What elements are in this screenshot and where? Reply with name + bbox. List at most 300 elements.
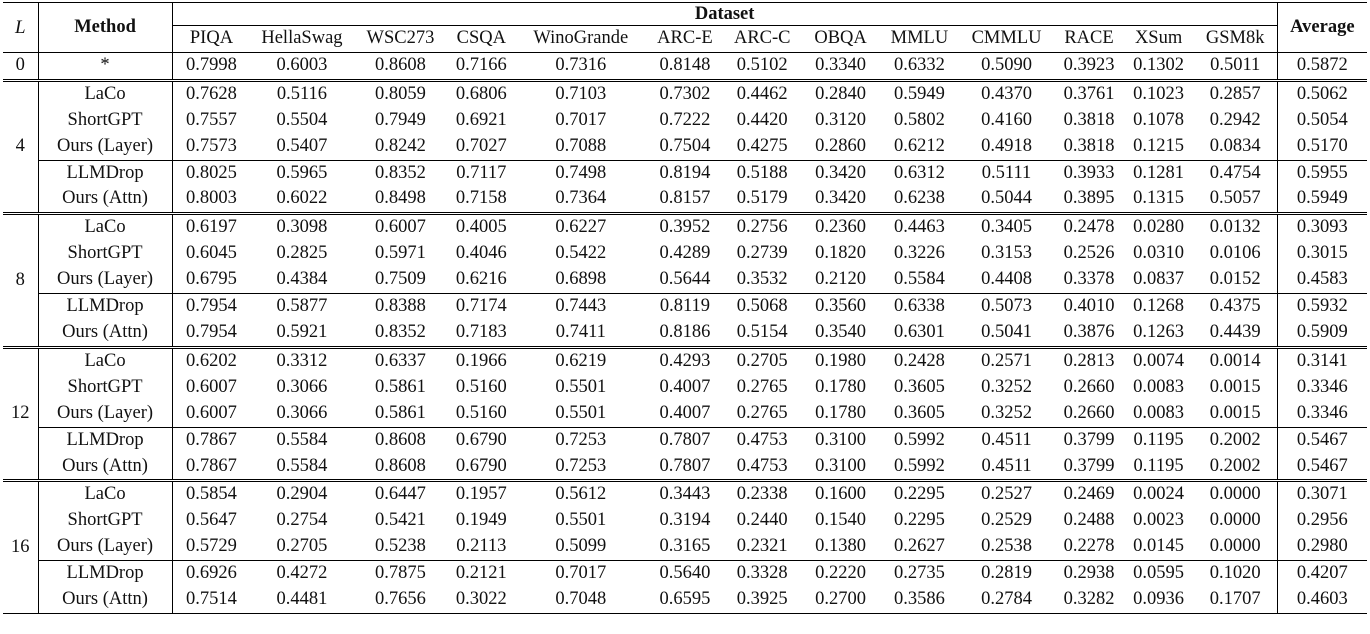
score-cell: 0.4375: [1194, 294, 1278, 320]
score-cell: 0.7027: [455, 135, 507, 156]
score-cell: 0.5921: [276, 321, 328, 342]
score-cell: 0.3605: [894, 402, 945, 423]
dataset-header: OBQA: [801, 26, 880, 53]
score-cell: 0.7954: [172, 294, 250, 320]
method-cell: Ours (Attn): [38, 320, 172, 347]
score-cell: 0.0132: [1194, 214, 1278, 241]
score-cell: 0.0152: [1194, 267, 1278, 293]
score-cell: 0.8242: [374, 135, 426, 156]
score-cell: 0.7364: [555, 188, 607, 209]
score-cell: 0.2754: [276, 510, 328, 531]
score-cell: 0.7253: [515, 427, 646, 453]
score-cell: 0.7158: [455, 188, 507, 209]
score-cell: 0.6338: [880, 294, 958, 320]
score-cell: 0.7017: [555, 109, 607, 130]
score-cell: 0.4463: [880, 214, 958, 241]
score-cell: 0.3925: [724, 587, 801, 613]
score-cell: 0.2338: [724, 481, 801, 508]
method-cell: LaCo: [38, 481, 172, 508]
dataset-header: MMLU: [880, 26, 958, 53]
score-cell: 0.3443: [646, 481, 723, 508]
score-cell: 0.6312: [880, 160, 958, 186]
score-cell: 0.5057: [1194, 186, 1278, 213]
method-cell: Ours (Layer): [38, 134, 172, 160]
score-cell: 0.2360: [801, 214, 880, 241]
score-cell: 0.3194: [659, 510, 711, 531]
score-cell: 0.0015: [1194, 401, 1278, 427]
score-cell: 0.6197: [172, 214, 250, 241]
score-cell: 0.3799: [1063, 455, 1115, 476]
score-cell: 0.5501: [555, 402, 607, 423]
score-cell: 0.6332: [880, 52, 958, 80]
score-cell: 0.3923: [1054, 52, 1123, 80]
score-cell: 0.2469: [1054, 481, 1123, 508]
score-cell: 0.0834: [1194, 134, 1278, 160]
score-cell: 0.6022: [276, 188, 328, 209]
score-cell: 0.2765: [736, 402, 788, 423]
score-cell: 0.4408: [981, 269, 1032, 290]
score-cell: 0.1302: [1124, 52, 1194, 80]
score-cell: 0.6045: [186, 243, 237, 264]
method-cell: Ours (Layer): [38, 534, 172, 560]
score-cell: 0.3120: [815, 109, 867, 130]
score-cell: 0.3153: [981, 243, 1032, 264]
table-row: [3, 481, 1367, 508]
score-cell: 0.3066: [276, 376, 328, 397]
score-cell: 0.2295: [880, 481, 958, 508]
score-cell: 0.3876: [1063, 321, 1115, 342]
score-cell: 0.2002: [1194, 454, 1278, 481]
average-cell: 0.4583: [1296, 269, 1348, 290]
score-cell: 0.6227: [515, 214, 646, 241]
score-cell: 0.1966: [447, 347, 515, 374]
score-cell: 0.3165: [659, 536, 711, 557]
score-cell: 0.5854: [172, 481, 250, 508]
table-row: [3, 320, 1367, 347]
score-cell: 0.4005: [447, 214, 515, 241]
score-cell: 0.5154: [736, 321, 788, 342]
score-cell: 0.3252: [981, 376, 1032, 397]
method-cell: ShortGPT: [38, 508, 172, 534]
score-cell: 0.2813: [1054, 347, 1123, 374]
score-cell: 0.7998: [172, 52, 250, 80]
score-cell: 0.2942: [1194, 108, 1278, 134]
score-cell: 0.7949: [374, 109, 426, 130]
score-cell: 0.7498: [515, 160, 646, 186]
table-row: [3, 214, 1367, 241]
score-cell: 0.5238: [374, 536, 426, 557]
score-cell: 0.5992: [894, 455, 945, 476]
score-cell: 0.8157: [659, 188, 711, 209]
table-row: [3, 534, 1367, 560]
score-cell: 0.0074: [1124, 347, 1194, 374]
score-cell: 0.6898: [555, 269, 607, 290]
score-cell: 0.4272: [250, 561, 353, 587]
score-cell: 0.5861: [374, 376, 426, 397]
score-cell: 0.8194: [646, 160, 723, 186]
table-row: [3, 508, 1367, 534]
score-cell: 0.1540: [815, 510, 867, 531]
score-cell: 0.3532: [736, 269, 788, 290]
score-cell: 0.4462: [724, 80, 801, 107]
score-cell: 0.2220: [801, 561, 880, 587]
score-cell: 0.5179: [736, 188, 788, 209]
score-cell: 0.0280: [1124, 214, 1194, 241]
score-cell: 0.6219: [515, 347, 646, 374]
score-cell: 0.7807: [659, 455, 711, 476]
score-cell: 0.6806: [447, 80, 515, 107]
score-cell: 0.4753: [736, 455, 788, 476]
dataset-header: ARC-C: [724, 26, 801, 53]
score-cell: 0.1780: [815, 402, 867, 423]
score-cell: 0.2529: [981, 510, 1032, 531]
table-row: [3, 561, 1367, 587]
score-cell: 0.5111: [959, 160, 1055, 186]
score-cell: 0.2440: [736, 510, 788, 531]
score-cell: 0.5729: [186, 536, 237, 557]
score-cell: 0.6238: [894, 188, 945, 209]
dataset-header: PIQA: [172, 26, 250, 53]
score-cell: 0.3420: [801, 160, 880, 186]
score-cell: 0.7656: [354, 587, 448, 613]
score-cell: 0.5971: [374, 243, 426, 264]
method-cell: Ours (Layer): [38, 401, 172, 427]
header-dataset: Dataset: [172, 3, 1277, 26]
score-cell: 0.3818: [1063, 135, 1115, 156]
score-cell: 0.5160: [455, 376, 507, 397]
average-cell: 0.3015: [1296, 243, 1348, 264]
score-cell: 0.5949: [880, 80, 958, 107]
score-cell: 0.7807: [646, 427, 723, 453]
score-cell: 0.5584: [276, 455, 328, 476]
score-cell: 0.5407: [276, 135, 328, 156]
score-cell: 0.5044: [981, 188, 1032, 209]
score-cell: 0.1268: [1124, 294, 1194, 320]
table-row: [3, 454, 1367, 481]
score-cell: 0.7443: [515, 294, 646, 320]
score-cell: 0.8608: [354, 427, 448, 453]
score-cell: 0.6447: [354, 481, 448, 508]
score-cell: 0.8608: [374, 455, 426, 476]
dataset-header: RACE: [1054, 26, 1123, 53]
table-row: [3, 587, 1367, 613]
score-cell: 0.6007: [354, 214, 448, 241]
layer-count-cell: 12: [3, 347, 38, 481]
average-cell: 0.5932: [1277, 294, 1367, 320]
method-cell: LLMDrop: [38, 294, 172, 320]
table-row: [3, 347, 1367, 374]
score-cell: 0.2860: [815, 135, 867, 156]
score-cell: 0.5422: [555, 243, 607, 264]
method-cell: *: [38, 52, 172, 80]
score-cell: 0.5501: [555, 376, 607, 397]
table-row: [3, 375, 1367, 401]
score-cell: 0.5501: [555, 510, 607, 531]
score-cell: 0.0106: [1194, 241, 1278, 267]
score-cell: 0.3226: [894, 243, 945, 264]
score-cell: 0.3022: [447, 587, 515, 613]
score-cell: 0.5504: [276, 109, 328, 130]
score-cell: 0.7875: [354, 561, 448, 587]
score-cell: 0.2121: [447, 561, 515, 587]
score-cell: 0.0837: [1133, 269, 1185, 290]
score-cell: 0.5647: [186, 510, 237, 531]
score-cell: 0.3605: [894, 376, 945, 397]
method-cell: ShortGPT: [38, 241, 172, 267]
score-cell: 0.6007: [186, 376, 237, 397]
score-cell: 0.3312: [250, 347, 353, 374]
score-cell: 0.3328: [724, 561, 801, 587]
score-cell: 0.8003: [186, 188, 237, 209]
score-cell: 0.4007: [659, 376, 711, 397]
score-cell: 0.3098: [250, 214, 353, 241]
score-cell: 0.2765: [736, 376, 788, 397]
average-cell: 0.5955: [1277, 160, 1367, 186]
score-cell: 0.8608: [354, 52, 448, 80]
score-cell: 0.2278: [1063, 536, 1115, 557]
score-cell: 0.2428: [880, 347, 958, 374]
score-cell: 0.2660: [1063, 376, 1115, 397]
score-cell: 0.0936: [1124, 587, 1194, 613]
score-cell: 0.1380: [815, 536, 867, 557]
score-cell: 0.8186: [659, 321, 711, 342]
score-cell: 0.1315: [1133, 188, 1185, 209]
score-cell: 0.4046: [455, 243, 507, 264]
average-cell: 0.3141: [1277, 347, 1367, 374]
average-cell: 0.5467: [1296, 455, 1348, 476]
score-cell: 0.6926: [172, 561, 250, 587]
score-cell: 0.3378: [1063, 269, 1115, 290]
table-row: [3, 80, 1367, 107]
score-cell: 0.4370: [959, 80, 1055, 107]
table-row: [3, 401, 1367, 427]
average-cell: 0.5909: [1296, 321, 1348, 342]
score-cell: 0.1078: [1133, 109, 1185, 130]
score-cell: 0.7557: [186, 109, 237, 130]
average-cell: 0.5467: [1277, 427, 1367, 453]
score-cell: 0.2700: [801, 587, 880, 613]
score-cell: 0.3420: [815, 188, 867, 209]
score-cell: 0.4511: [959, 427, 1055, 453]
score-cell: 0.1195: [1124, 427, 1194, 453]
score-cell: 0.2705: [276, 536, 328, 557]
score-cell: 0.1281: [1124, 160, 1194, 186]
method-cell: LaCo: [38, 80, 172, 107]
score-cell: 0.6790: [455, 455, 507, 476]
score-cell: 0.1600: [801, 481, 880, 508]
score-cell: 0.7166: [447, 52, 515, 80]
score-cell: 0.7867: [186, 455, 237, 476]
score-cell: 0.3540: [815, 321, 867, 342]
score-cell: 0.5877: [250, 294, 353, 320]
score-cell: 0.2538: [981, 536, 1032, 557]
score-cell: 0.7103: [515, 80, 646, 107]
header-L: L: [3, 3, 38, 53]
score-cell: 0.6202: [172, 347, 250, 374]
score-cell: 0.0145: [1133, 536, 1185, 557]
table-row: [3, 108, 1367, 134]
score-cell: 0.5068: [724, 294, 801, 320]
score-cell: 0.0310: [1133, 243, 1185, 264]
score-cell: 0.3586: [880, 587, 958, 613]
average-cell: 0.5872: [1277, 52, 1367, 80]
score-cell: 0.6921: [455, 109, 507, 130]
score-cell: 0.4160: [981, 109, 1032, 130]
score-cell: 0.5965: [250, 160, 353, 186]
score-cell: 0.5612: [515, 481, 646, 508]
method-cell: Ours (Attn): [38, 454, 172, 481]
score-cell: 0.2527: [959, 481, 1055, 508]
score-cell: 0.8025: [172, 160, 250, 186]
dataset-header: CMMLU: [959, 26, 1055, 53]
score-cell: 0.5090: [959, 52, 1055, 80]
table-row: [3, 52, 1367, 80]
score-cell: 0.0023: [1133, 510, 1185, 531]
table-row: [3, 294, 1367, 320]
score-cell: 0.8119: [646, 294, 723, 320]
score-cell: 0.7867: [172, 427, 250, 453]
score-cell: 0.0000: [1194, 534, 1278, 560]
method-cell: LaCo: [38, 214, 172, 241]
score-cell: 0.0083: [1133, 402, 1185, 423]
average-cell: 0.5054: [1296, 109, 1348, 130]
average-cell: 0.4603: [1277, 587, 1367, 613]
score-cell: 0.8059: [354, 80, 448, 107]
score-cell: 0.1195: [1133, 455, 1184, 476]
layer-count-cell: 4: [3, 80, 38, 214]
score-cell: 0.0014: [1194, 347, 1278, 374]
score-cell: 0.0083: [1133, 376, 1185, 397]
dataset-header: ARC-E: [646, 26, 723, 53]
method-cell: LLMDrop: [38, 160, 172, 186]
score-cell: 0.3340: [801, 52, 880, 80]
score-cell: 0.7954: [186, 321, 237, 342]
score-cell: 0.7316: [515, 52, 646, 80]
method-cell: Ours (Layer): [38, 267, 172, 293]
average-cell: 0.5170: [1296, 135, 1348, 156]
header-row-top: [3, 3, 1367, 26]
score-cell: 0.4918: [981, 135, 1032, 156]
score-cell: 0.6007: [186, 402, 237, 423]
score-cell: 0.5802: [894, 109, 945, 130]
score-cell: 0.2120: [815, 269, 867, 290]
score-cell: 0.3895: [1063, 188, 1115, 209]
score-cell: 0.3799: [1054, 427, 1123, 453]
score-cell: 0.5160: [455, 402, 507, 423]
method-cell: LaCo: [38, 347, 172, 374]
score-cell: 0.5640: [646, 561, 723, 587]
score-cell: 0.5099: [555, 536, 607, 557]
score-cell: 0.7573: [186, 135, 237, 156]
score-cell: 0.2739: [736, 243, 788, 264]
score-cell: 0.7117: [447, 160, 515, 186]
score-cell: 0.1215: [1133, 135, 1185, 156]
score-cell: 0.2784: [959, 587, 1055, 613]
score-cell: 0.2478: [1054, 214, 1123, 241]
dataset-header: WSC273: [354, 26, 448, 53]
layer-count-cell: 16: [3, 481, 38, 614]
score-cell: 0.2938: [1054, 561, 1123, 587]
score-cell: 0.2705: [724, 347, 801, 374]
score-cell: 0.8388: [354, 294, 448, 320]
score-cell: 0.4481: [250, 587, 353, 613]
score-cell: 0.4439: [1194, 320, 1278, 347]
results-table: [3, 2, 1367, 614]
score-cell: 0.1949: [455, 510, 507, 531]
score-cell: 0.7174: [447, 294, 515, 320]
table-row: [3, 186, 1367, 213]
score-cell: 0.1707: [1194, 587, 1278, 613]
score-cell: 0.3100: [815, 455, 867, 476]
score-cell: 0.5102: [724, 52, 801, 80]
table-body: [3, 52, 1367, 613]
score-cell: 0.2840: [801, 80, 880, 107]
average-cell: 0.2980: [1296, 536, 1348, 557]
score-cell: 0.3282: [1054, 587, 1123, 613]
score-cell: 0.4289: [659, 243, 711, 264]
score-cell: 0.2295: [894, 510, 945, 531]
method-cell: LLMDrop: [38, 427, 172, 453]
score-cell: 0.6003: [250, 52, 353, 80]
score-cell: 0.7183: [455, 321, 507, 342]
score-cell: 0.2002: [1194, 427, 1278, 453]
score-cell: 0.2857: [1194, 80, 1278, 107]
table-row: [3, 267, 1367, 293]
score-cell: 0.6216: [455, 269, 507, 290]
score-cell: 0.1023: [1124, 80, 1194, 107]
score-cell: 0.7088: [555, 135, 607, 156]
score-cell: 0.5861: [374, 402, 426, 423]
score-cell: 0.1980: [801, 347, 880, 374]
score-cell: 0.3405: [959, 214, 1055, 241]
score-cell: 0.4275: [736, 135, 788, 156]
score-cell: 0.0015: [1194, 375, 1278, 401]
score-cell: 0.5421: [374, 510, 426, 531]
dataset-header: WinoGrande: [515, 26, 646, 53]
score-cell: 0.8498: [374, 188, 426, 209]
score-cell: 0.1020: [1194, 561, 1278, 587]
score-cell: 0.2756: [724, 214, 801, 241]
score-cell: 0.3761: [1054, 80, 1123, 107]
score-cell: 0.6337: [354, 347, 448, 374]
score-cell: 0.8352: [374, 321, 426, 342]
score-cell: 0.5116: [250, 80, 353, 107]
score-cell: 0.7514: [172, 587, 250, 613]
method-cell: LLMDrop: [38, 561, 172, 587]
score-cell: 0.2660: [1063, 402, 1115, 423]
score-cell: 0.7253: [555, 455, 607, 476]
score-cell: 0.7222: [659, 109, 711, 130]
score-cell: 0.8148: [646, 52, 723, 80]
score-cell: 0.5188: [724, 160, 801, 186]
score-cell: 0.7504: [659, 135, 711, 156]
dataset-header: CSQA: [447, 26, 515, 53]
dataset-header: GSM8k: [1194, 26, 1278, 53]
score-cell: 0.2321: [736, 536, 788, 557]
table-row: [3, 241, 1367, 267]
dataset-header: XSum: [1124, 26, 1194, 53]
score-cell: 0.5073: [959, 294, 1055, 320]
score-cell: 0.3818: [1063, 109, 1115, 130]
score-cell: 0.5584: [894, 269, 945, 290]
score-cell: 0.7017: [515, 561, 646, 587]
score-cell: 0.3100: [801, 427, 880, 453]
method-cell: ShortGPT: [38, 108, 172, 134]
method-cell: ShortGPT: [38, 375, 172, 401]
score-cell: 0.2526: [1063, 243, 1115, 264]
average-cell: 0.4207: [1277, 561, 1367, 587]
score-cell: 0.7048: [515, 587, 646, 613]
